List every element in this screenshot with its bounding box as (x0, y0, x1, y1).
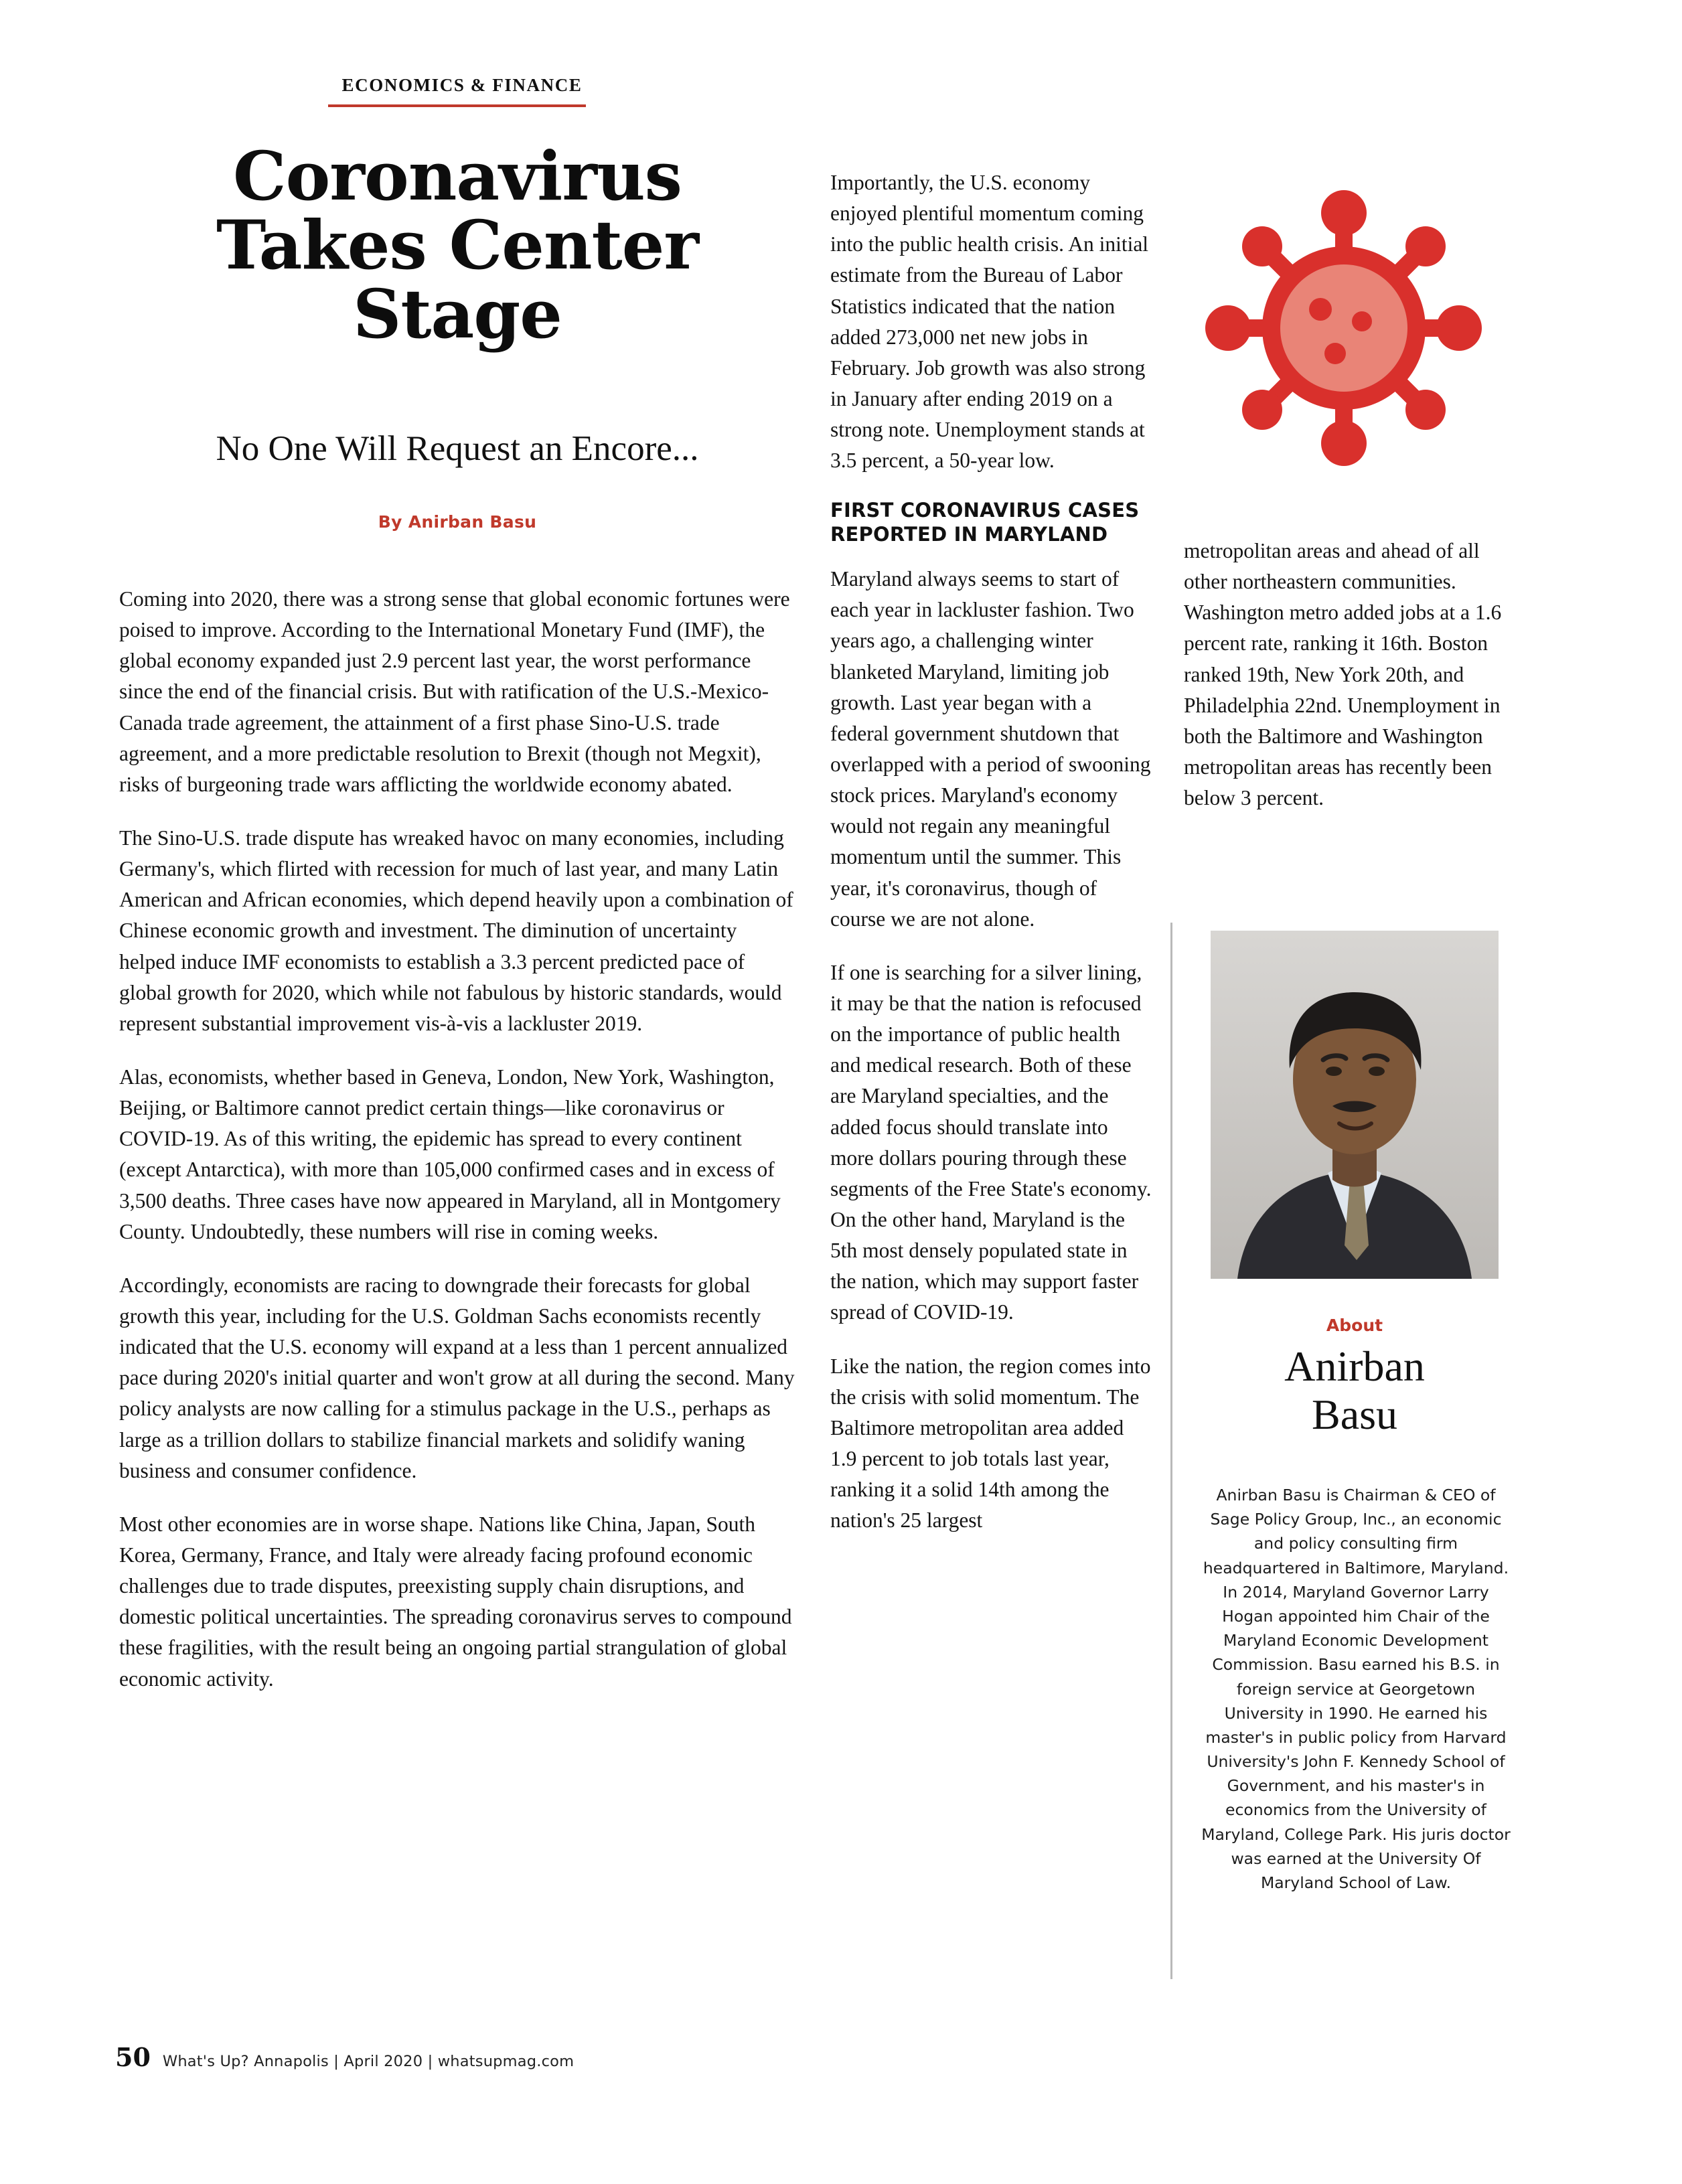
kicker-rule (328, 104, 586, 107)
subheadline: No One Will Request an Encore... (216, 429, 699, 468)
paragraph: Like the nation, the region comes into the crisis with solid momentum. The Baltimore metropolitan area added 1.9 percent to job totals last year, ranking it a solid 14th among the nation's 25 largest (830, 1354, 1151, 1533)
body-column-1 (119, 584, 797, 1717)
paragraph: Most other economies are in worse shape. Nations like China, Japan, South Korea, Germany, France, and Italy were already facing profound economic challenges due to trade disputes, preexisting supply chain disruptions, and domestic political uncertainties. The spreading coronavirus serves to compound these fragilities, with the result being an ongoing partial strangulation of global economic activity. (119, 1512, 792, 1691)
headline-line-1: Coronavirus (233, 137, 682, 216)
about-label: About (1326, 1316, 1383, 1335)
body-column-2 (830, 167, 1153, 1559)
footer-credit: What's Up? Annapolis | April 2020 | whatsupmag.com (162, 2053, 575, 2070)
paragraph: Maryland always seems to start of each year in lackluster fashion. Two years ago, a challenging winter blanketed Maryland, limiting job growth. Last year began with a federal government shutdown that overlapped with a period of swooning stock prices. Maryland's economy would not regain any meaningful momentum until the summer. This year, it's coronavirus, though of course we are not alone. (830, 567, 1151, 931)
paragraph: Coming into 2020, there was a strong sense that global economic fortunes were poised to improve. According to the International Monetary Fund (IMF), the global economy expanded just 2.9 percent last year, the worst performance since the end of the financial crisis. But with ratification of the U.S.-Mexico-Canada trade agreement, the attainment of a first phase Sino-U.S. trade agreement, and a more predictable resolution to Brexit (though not Megxit), risks of burgeoning trade wars afflicting the worldwide economy abated. (119, 587, 790, 796)
headline-line-2: Takes Center (216, 206, 699, 285)
paragraph: metropolitan areas and ahead of all other northeastern communities. Washington metro added jobs at a 1.6 percent rate, ranking it 16th. Boston ranked 19th, New York 20th, and Philadelphia 22nd. Unemployment in both the Baltimore and Washington metropolitan areas has recently been below 3 percent. (1184, 539, 1502, 810)
paragraph: Accordingly, economists are racing to downgrade their forecasts for global growth this year, including for the U.S. Goldman Sachs economists recently indicated that the U.S. economy will expand at a less than 1 percent annualized pace during 2020's initial quarter and won't grow at all during the second. Many policy analysts are now calling for a stimulus package in the U.S., perhaps as large as a trillion dollars to stabilize financial markets and solidify waning business and consumer confidence. (119, 1273, 795, 1482)
kicker-label: ECONOMICS & FINANCE (341, 75, 583, 95)
author-name-line-2: Basu (1312, 1390, 1397, 1438)
avatar (1211, 931, 1499, 1279)
page-number: 50 (115, 2042, 151, 2072)
author-name (1184, 1342, 1525, 1438)
section-heading: FIRST CORONAVIRUS CASES REPORTED IN MARYLAND (830, 499, 1140, 546)
page-title (119, 137, 795, 354)
paragraph: The Sino-U.S. trade dispute has wreaked havoc on many economies, including Germany's, which flirted with recession for much of last year, and many Latin American and African economies, which depend heavily upon a combination of Chinese economic growth and investment. The diminution of uncertainty helped induce IMF economists to establish a 3.3 percent predicted pace of global growth for 2020, which while not fabulous by historic standards, would represent substantial improvement vis-à-vis a lackluster 2019. (119, 826, 793, 1035)
author-name-line-1: Anirban (1284, 1342, 1425, 1390)
byline: By Anirban Basu (378, 512, 537, 532)
paragraph: If one is searching for a silver lining, it may be that the nation is refocused on the importance of public health and medical research. Both of these are Maryland specialties, and the added focus should translate into more dollars pouring through these segments of the Free State's economy. On the other hand, Maryland is the 5th most densely populated state in the nation, which may support faster spread of COVID-19. (830, 960, 1152, 1324)
headline-line-3: Stage (353, 275, 562, 354)
page-footer (115, 2042, 574, 2072)
section-kicker (328, 75, 596, 107)
coronavirus-icon (1180, 161, 1508, 495)
body-column-3 (1184, 536, 1519, 836)
paragraph: Importantly, the U.S. economy enjoyed plentiful momentum coming into the public health crisis. An initial estimate from the Bureau of Labor Statistics indicated that the nation added 273,000 net new jobs in February. Job growth was also strong in January after ending 2019 on a strong note. Unemployment stands at 3.5 percent, a 50-year low. (830, 171, 1149, 473)
paragraph: Alas, economists, whether based in Geneva, London, New York, Washington, Beijing, or Baltimore cannot predict certain things—like coronavirus or COVID-19. As of this writing, the epidemic has spread to every continent (except Antarctica), with more than 105,000 confirmed cases and in excess of 3,500 deaths. Three cases have now appeared in Maryland, all in Montgomery County. Undoubtedly, these numbers will rise in coming weeks. (119, 1065, 781, 1243)
sidebar-divider (1170, 923, 1172, 1979)
author-bio: Anirban Basu is Chairman & CEO of Sage Policy Group, Inc., an economic and policy consulting firm headquartered in Baltimore, Maryland. In 2014, Maryland Governor Larry Hogan appointed him Chair of the Maryland Economic Development Commission. Basu earned his B.S. in foreign service at Georgetown University in 1990. He earned his master's in public policy from Harvard University's John F. Kennedy School of Government, and his master's in economics from the University of Maryland, College Park. His juris doctor was earned at the University Of Maryland School of Law. (1201, 1486, 1511, 1892)
